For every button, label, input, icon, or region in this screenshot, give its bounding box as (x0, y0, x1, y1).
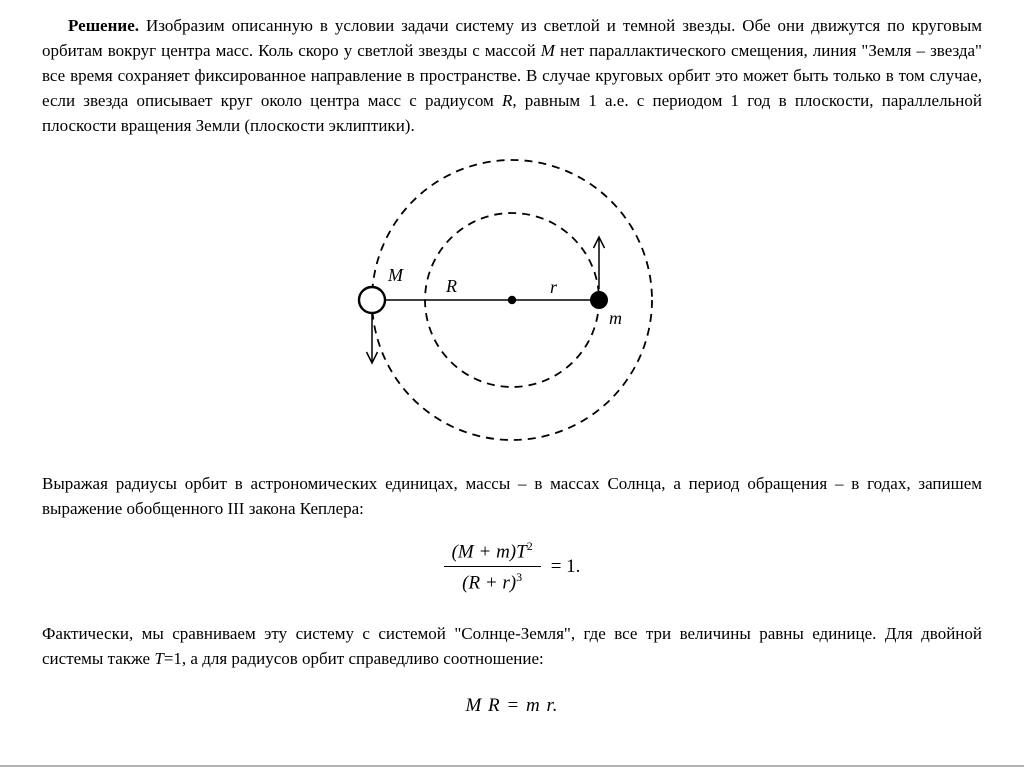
label-mass-M: M (388, 265, 403, 285)
solution-paragraph (42, 0, 982, 138)
kepler-law-formula (0, 539, 1024, 595)
variable-period-T: T (154, 648, 164, 668)
numerator-exponent: 2 (526, 539, 533, 553)
label-mass-m: m (609, 308, 622, 328)
variable-radius-R: R (501, 91, 513, 110)
comparison-paragraph (42, 621, 982, 671)
solution-lead-label: Решение. (68, 16, 139, 35)
variable-mass-M: M (540, 41, 555, 60)
comparison-text-1: Фактически, мы сравниваем эту систему с системой "Солнце-Земля", где все три величины равны единице. Для двойной системы также (42, 623, 982, 668)
mass-radius-relation (0, 695, 1024, 717)
solution-text-1: Изобразим описанную в условии задачи систему из светлой и темной звезды. Обе они движутся по круговым орбитам вокруг центра масс. Коль скоро у светлой звезды с массой (42, 16, 982, 60)
fraction-denominator (444, 567, 541, 594)
fraction-numerator (444, 539, 541, 567)
relation-expression: M R = m r. (465, 694, 559, 716)
kepler-intro-paragraph: Выражая радиусы орбит в астрономических единицах, массы – в массах Солнца, а период обращения – в годах, запишем выражение обобщенного III закона Кеплера: (42, 474, 982, 518)
numerator-expression: (M + m)T (451, 541, 527, 563)
orbit-diagram-svg (192, 152, 832, 452)
fraction (444, 539, 541, 595)
formula-equals-one: = 1. (550, 555, 581, 577)
label-radius-r: r (550, 277, 558, 297)
solution-text-2: нет параллактического смещения, линия "Земля – звезда" все время сохраняет фиксированное направление в пространстве. В случае круговых орбит это может быть только в том случае, если звезда описывает круг около центра масс с радиусом (42, 41, 983, 110)
dark-star (590, 291, 608, 309)
denominator-expression: (R + r) (462, 572, 517, 594)
solution-text-3: , равным 1 а.е. с периодом 1 год в плоскости, параллельной плоскости вращения Земли (плоскости эклиптики). (42, 91, 982, 135)
bright-star (359, 287, 385, 313)
binary-system-diagram (0, 152, 1024, 457)
comparison-text-2: =1, а для радиусов орбит справедливо соотношение: (163, 648, 544, 668)
denominator-exponent: 3 (516, 570, 523, 585)
label-radius-R: R (446, 276, 457, 296)
center-of-mass-dot (508, 296, 516, 304)
